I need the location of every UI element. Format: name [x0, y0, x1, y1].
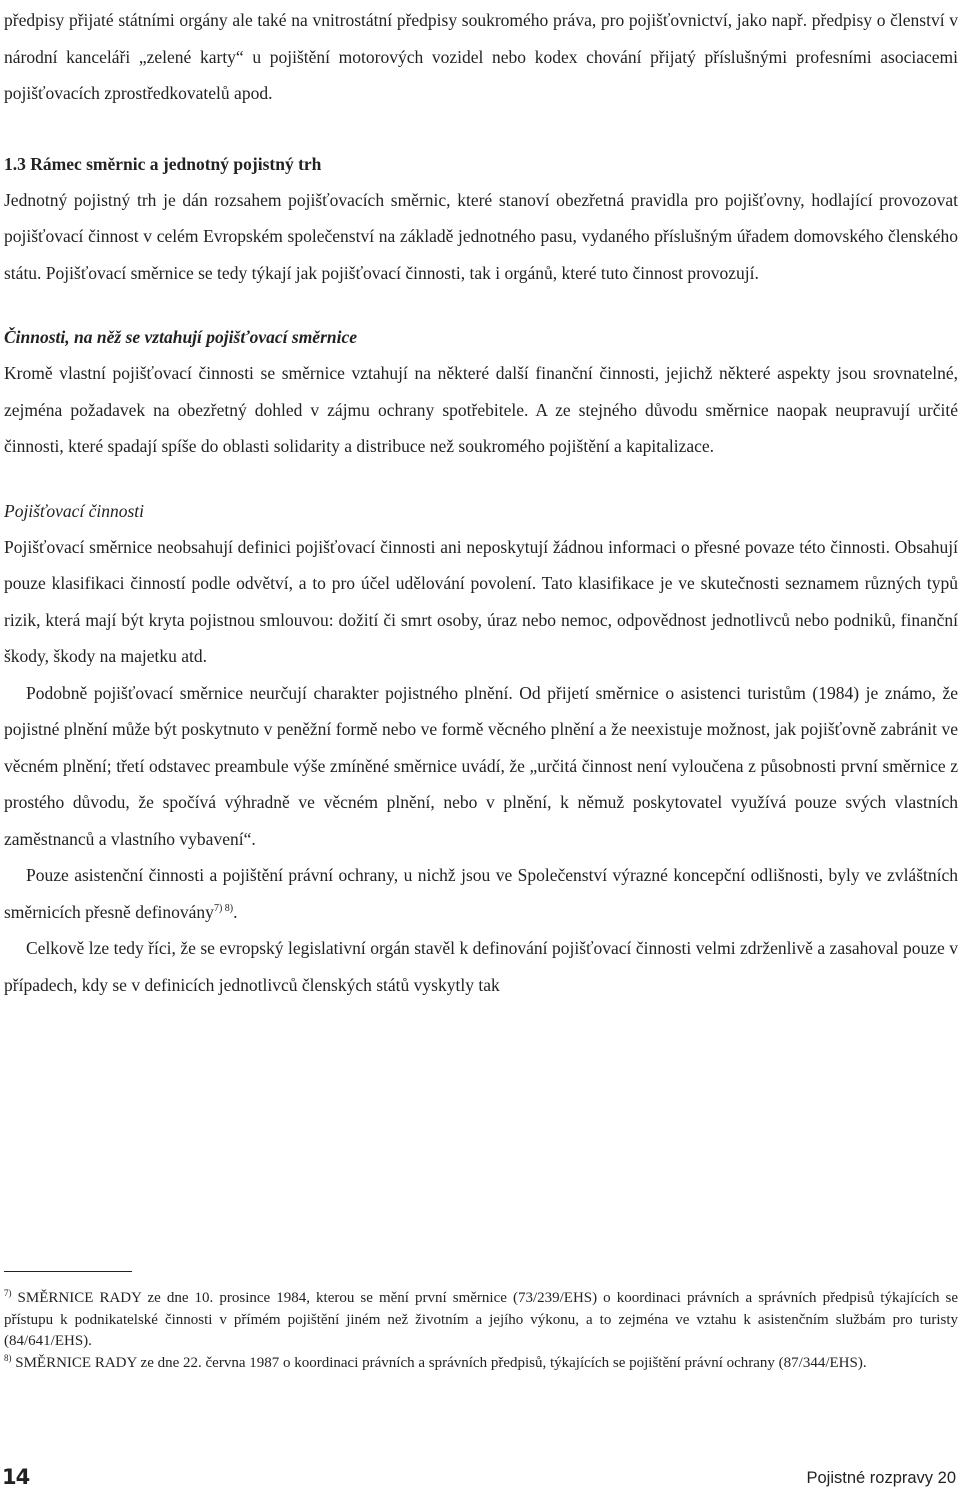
paragraph-3-end: . [233, 901, 238, 922]
footnote-7 [4, 1288, 958, 1353]
paragraph-3-text: Pouze asistenční činnosti a pojištění právní ochrany, u nichž jsou ve Společenství výrazné koncepční odlišnosti, byly ve zvláštních směrnicích přesně definovány [4, 865, 958, 922]
intro-paragraph: předpisy přijaté státními orgány ale také na vnitrostátní předpisy soukromého práva, pro pojišťovnictví, jako např. předpisy o členství v národní kanceláři „zelené karty“ u pojištění motorových vozidel nebo kodex chování přijatý příslušnými profesními asociacemi pojišťovacích zprostředkovatelů apod. [4, 10, 958, 103]
footnote-8 [4, 1353, 958, 1375]
subsection-heading-activities: Činnosti, na něž se vztahují pojišťovací směrnice [4, 327, 358, 347]
footnote-divider [4, 1271, 132, 1272]
footnote-text: SMĚRNICE RADY ze dne 10. prosince 1984, kterou se mění první směrnice (73/239/EHS) o koordinaci právních a správních předpisů týkajících se přístupu k podnikatelské činnosti v přímém pojištění jiném než životním a jejího výkonu, a to zejména ve vztahu k asistenčním službám pro turisty (84/641/EHS). [4, 1290, 958, 1349]
footnote-text: SMĚRNICE RADY ze dne 22. června 1987 o koordinaci právních a správních předpisů, týkajících se pojištění právní ochrany (87/344/EHS). [11, 1354, 867, 1371]
footnote-reference[interactable]: 7) 8) [213, 902, 234, 914]
insurance-activities-paragraph-2: Podobně pojišťovací směrnice neurčují charakter pojistného plnění. Od přijetí směrnice o asistenci turistům (1984) je známo, že pojistné plnění může být poskytnuto v peněžní formě nebo ve formě věcného plnění a že neexistuje možnost, jak pojišťovně zabránit ve věcném plnění; třetí odstavec preambule výše zmíněné směrnice uvádí, že „určitá činnost není vyloučena z působnosti první směrnice z prostého důvodu, že spočívá výhradně ve věcném plnění, nebo v plnění, k němuž poskytovatel využívá pouze svých vlastních zaměstnanců a vlastního vybavení“. [4, 682, 958, 849]
section-heading: 1.3 Rámec směrnic a jednotný pojistný trh [4, 153, 322, 174]
insurance-activities-paragraph-1: Pojišťovací směrnice neobsahují definici pojišťovací činnosti ani neposkytují žádnou informaci o přesné povaze této činnosti. Obsahují pouze klasifikaci činností podle odvětví, a to pro účel udělování povolení. Tato klasifikace je ve skutečnosti seznamem různých typů rizik, která mají být kryta pojistnou smlouvou: dožití či smrt osoby, úraz nebo nemoc, odpovědnost jednotlivců nebo podniků, finanční škody, škody na majetku atd. [4, 536, 958, 666]
insurance-activities-paragraph-3 [4, 857, 958, 930]
footnote-marker: 8) [4, 1352, 12, 1363]
footnotes [4, 1288, 958, 1374]
footnote-marker: 7) [4, 1288, 12, 1298]
subsection-heading-insurance-activities: Pojišťovací činnosti [4, 500, 145, 521]
section-paragraph: Jednotný pojistný trh je dán rozsahem pojišťovacích směrnic, které stanoví obezřetná pravidla pro pojišťovny, hodlající provozovat pojišťovací činnost v celém Evropském společenství na základě jednotného pasu, vydaného příslušným úřadem domovského členského státu. Pojišťovací směrnice se tedy týkají jak pojišťovací činnosti, tak i orgánů, které tuto činnost provozují. [4, 189, 958, 283]
document-page [4, 0, 958, 1003]
insurance-activities-paragraph-4: Celkově lze tedy říci, že se evropský legislativní orgán stavěl k definování pojišťovací činnosti velmi zdrženlivě a zasahoval pouze v případech, kdy se v definicích jednotlivců členských států vyskytly tak [4, 938, 958, 995]
subsection-activities-paragraph: Kromě vlastní pojišťovací činnosti se směrnice vztahují na některé další finanční činnosti, jejichž některé aspekty jsou srovnatelné, zejména požadavek na obezřetný dohled v zájmu ochrany spotřebitele. A ze stejného důvodu směrnice naopak neupravují určité činnosti, které spadají spíše do oblasti solidarity a distribuce než soukromého pojištění a kapitalizace. [4, 363, 958, 456]
publication-title: Pojistné rozpravy 20 [806, 1469, 956, 1487]
page-number: 14 [2, 1465, 30, 1489]
